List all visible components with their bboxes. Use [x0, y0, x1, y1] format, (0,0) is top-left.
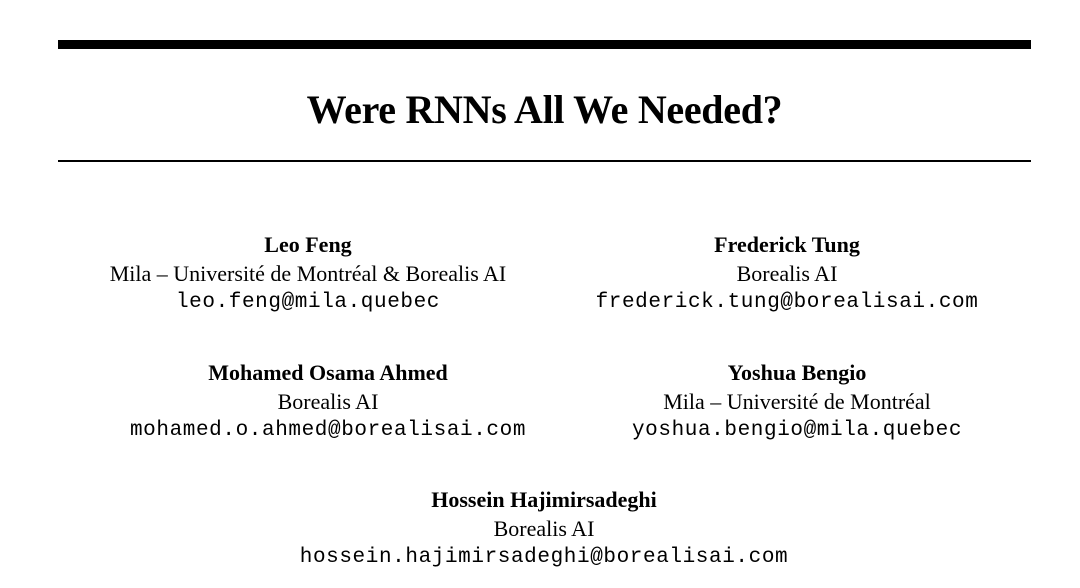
author-affiliation: Mila – Université de Montréal & Borealis AI [109, 261, 507, 286]
author-name: Hossein Hajimirsadeghi [431, 487, 657, 512]
author-affiliation: Mila – Université de Montréal [663, 389, 931, 414]
author-name: Leo Feng [264, 232, 352, 257]
author-block-mohamed-osama-ahmed [68, 358, 588, 445]
author-affiliation: Borealis AI [736, 261, 838, 286]
title-top-rule [58, 40, 1031, 49]
author-affiliation: Borealis AI [277, 389, 379, 414]
author-email: yoshua.bengio@mila.quebec [631, 419, 963, 442]
author-name: Frederick Tung [714, 232, 860, 257]
author-email: mohamed.o.ahmed@borealisai.com [129, 419, 527, 442]
author-block-hossein-hajimirsadeghi [284, 485, 804, 572]
author-block-frederick-tung [527, 230, 1047, 317]
author-name: Yoshua Bengio [727, 360, 867, 385]
author-block-leo-feng [48, 230, 568, 317]
author-email: leo.feng@mila.quebec [175, 291, 441, 314]
author-block-yoshua-bengio [537, 358, 1057, 445]
author-affiliation: Borealis AI [493, 516, 595, 541]
author-email: frederick.tung@borealisai.com [595, 291, 979, 314]
title-bottom-rule [58, 160, 1031, 162]
author-email: hossein.hajimirsadeghi@borealisai.com [299, 546, 789, 569]
author-name: Mohamed Osama Ahmed [208, 360, 448, 385]
paper-title: Were RNNs All We Needed? [306, 87, 783, 132]
